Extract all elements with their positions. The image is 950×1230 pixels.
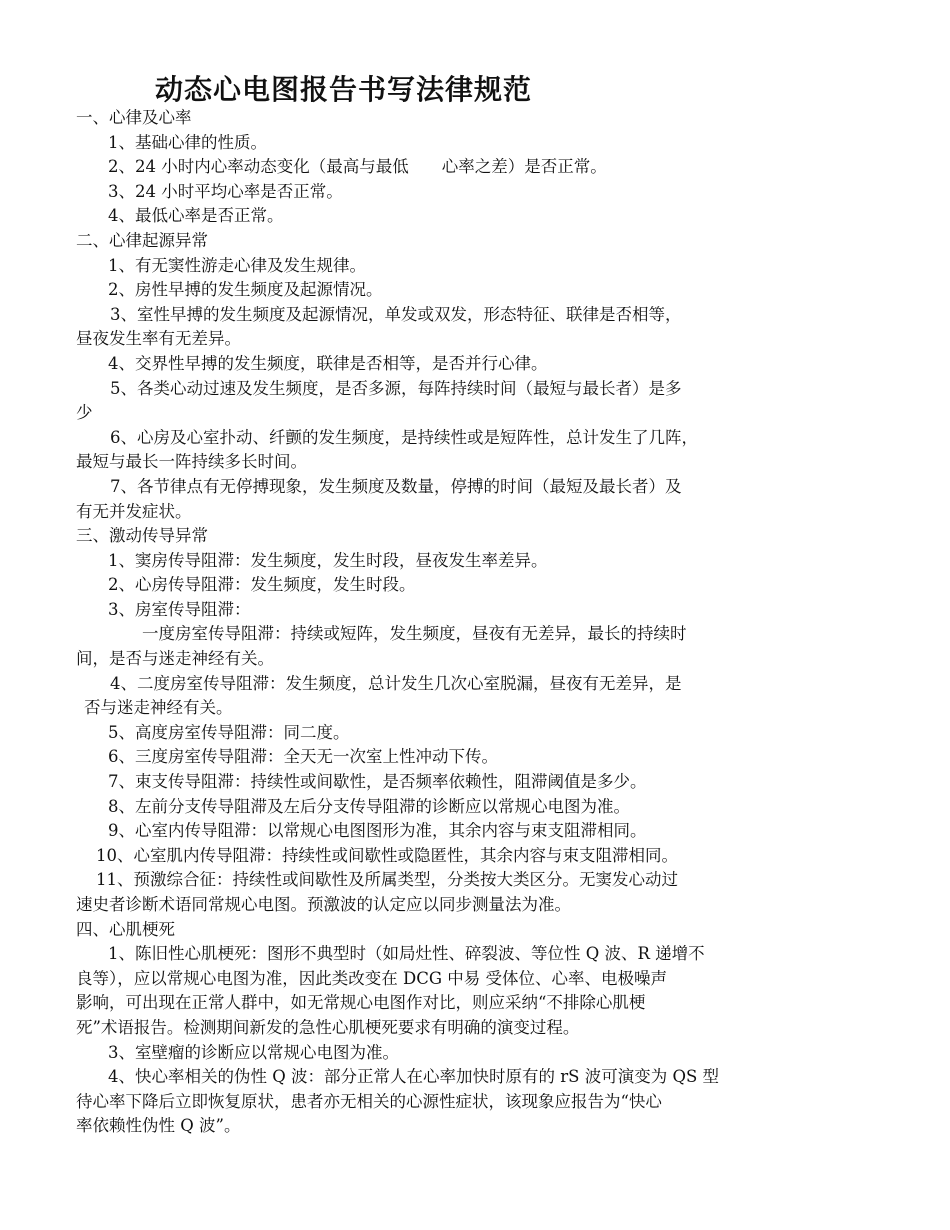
text-line: 有无并发症状。 xyxy=(76,501,192,521)
text-line: 一、心律及心率 xyxy=(76,108,192,127)
text-line: 良等），应以常规心电图为准，因此类改变在 DCG 中易 受体位、心率、电极噪声 xyxy=(76,968,668,988)
text-line: 3、室性早搏的发生频度及起源情况，单发或双发，形态特征、联律是否相等， xyxy=(110,304,682,324)
text-line: 1、陈旧性心肌梗死：图形不典型时（如局灶性、碎裂波、等位性 Q 波、R 递增不 xyxy=(108,944,705,964)
text-line: 二、心律起源异常 xyxy=(76,230,208,250)
text-line: 4、快心率相关的伪性 Q 波：部分正常人在心率加快时原有的 rS 波可演变为 QS 型 xyxy=(108,1067,720,1087)
text-line: 10、心室肌内传导阻滞：持续性或间歇性或隐匿性，其余内容与束支阻滞相同。 xyxy=(96,845,678,865)
text-line: 4、最低心率是否正常。 xyxy=(108,206,284,226)
text-line: 2、房性早搏的发生频度及起源情况。 xyxy=(108,280,383,300)
text-line: 昼夜发生率有无差异。 xyxy=(76,329,241,349)
text-line: 11、预激综合征：持续性或间歇性及所属类型，分类按大类区分。无窦发心动过 xyxy=(96,870,678,890)
text-line: 四、心肌梗死 xyxy=(76,919,175,939)
text-line: 1、基础心律的性质。 xyxy=(108,132,267,152)
text-line: 最短与最长一阵持续多长时间。 xyxy=(76,452,307,472)
text-line: 8、左前分支传导阻滞及左后分支传导阻滞的诊断应以常规心电图为准。 xyxy=(108,796,630,816)
text-line: 9、心室内传导阻滞：以常规心电图图形为准，其余内容与束支阻滞相同。 xyxy=(108,821,647,841)
text-line: 2、心房传导阻滞：发生频度，发生时段。 xyxy=(108,575,416,595)
text-line: 3、室壁瘤的诊断应以常规心电图为准。 xyxy=(108,1042,399,1062)
text-line: 5、高度房室传导阻滞：同二度。 xyxy=(108,722,350,742)
text-line: 死”术语报告。检测期间新发的急性心肌梗死要求有明确的演变过程。 xyxy=(76,1017,580,1037)
text-line: 3、24 小时平均心率是否正常。 xyxy=(108,181,343,201)
text-line: 6、三度房室传导阻滞：全天无一次室上性冲动下传。 xyxy=(108,747,498,767)
text-line: 速史者诊断术语同常规心电图。预激波的认定应以同步测量法为准。 xyxy=(76,895,571,914)
text-line: 4、交界性早搏的发生频度，联律是否相等，是否并行心律。 xyxy=(108,353,548,373)
text-line: 一度房室传导阻滞：持续或短阵，发生频度，昼夜有无差异，最长的持续时 xyxy=(142,624,687,644)
text-line: 2、24 小时内心率动态变化（最高与最低 心率之差）是否正常。 xyxy=(108,157,607,177)
document-body xyxy=(76,106,886,1139)
text-line: 间，是否与迷走神经有关。 xyxy=(76,649,274,669)
text-line: 影响，可出现在正常人群中，如无常规心电图作对比，则应采纳“不排除心肌梗 xyxy=(76,993,646,1013)
text-line: 否与迷走神经有关。 xyxy=(84,698,233,718)
text-line: 1、窦房传导阻滞：发生频度，发生时段，昼夜发生率差异。 xyxy=(108,550,548,570)
text-line: 6、心房及心室扑动、纤颤的发生频度，是持续性或是短阵性，总计发生了几阵， xyxy=(110,427,698,447)
text-line: 5、各类心动过速及发生频度，是否多源，每阵持续时间（最短与最长者）是多 xyxy=(110,378,682,398)
text-line: 7、各节律点有无停搏现象，发生频度及数量，停搏的时间（最短及最长者）及 xyxy=(110,476,682,496)
document-title: 动态心电图报告书写法律规范 xyxy=(155,73,533,106)
text-line: 率依赖性伪性 Q 波”。 xyxy=(76,1116,241,1136)
text-line: 1、有无窦性游走心律及发生规律。 xyxy=(108,255,366,275)
text-line: 7、束支传导阻滞：持续性或间歇性，是否频率依赖性，阻滞阈值是多少。 xyxy=(108,772,647,792)
text-line: 3、房室传导阻滞： xyxy=(108,599,251,619)
text-line: 三、激动传导异常 xyxy=(76,526,208,546)
text-line: 4、二度房室传导阻滞：发生频度，总计发生几次心室脱漏，昼夜有无差异，是 xyxy=(110,673,682,693)
text-line: 待心率下降后立即恢复原状，患者亦无相关的心源性症状，该现象应报告为“快心 xyxy=(76,1091,662,1111)
text-line: 少 xyxy=(76,403,93,423)
